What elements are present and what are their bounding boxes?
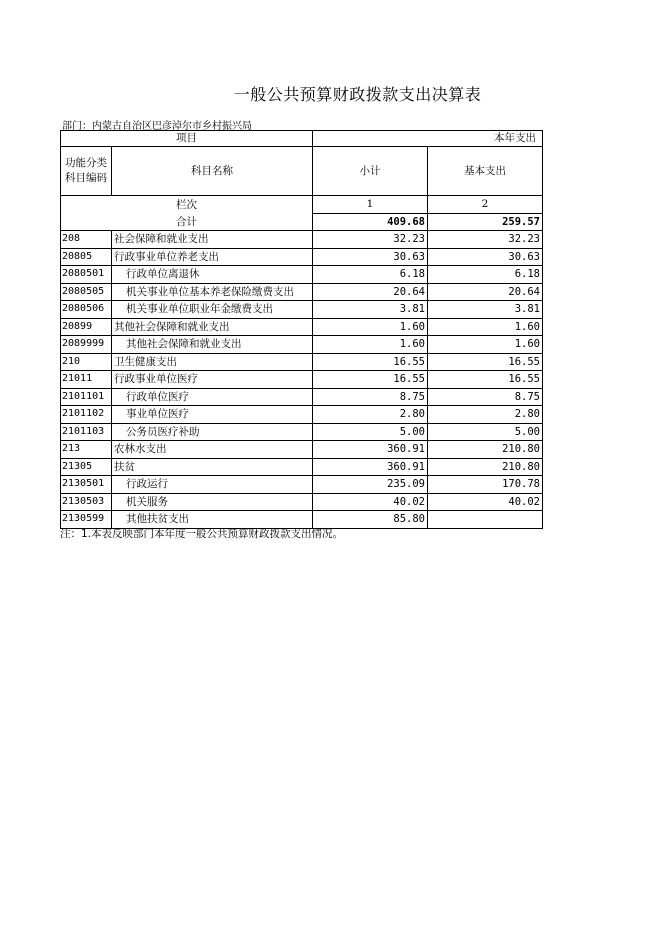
row-code: 2130599 <box>61 511 112 529</box>
row-name: 行政单位离退休 <box>112 266 313 284</box>
row-name: 社会保障和就业支出 <box>112 231 313 249</box>
header-current-year: 本年支出 <box>313 131 543 147</box>
table-row <box>61 458 543 476</box>
row-basic: 30.63 <box>428 248 543 266</box>
table-row <box>61 371 543 389</box>
total-basic: 259.57 <box>428 213 543 231</box>
header-func-code: 功能分类科目编码 <box>61 147 112 196</box>
header-item: 项目 <box>61 131 313 147</box>
row-basic: 16.55 <box>428 371 543 389</box>
column-no-label: 栏次 <box>61 196 313 214</box>
row-name: 扶贫 <box>112 458 313 476</box>
row-code: 20805 <box>61 248 112 266</box>
row-basic: 16.55 <box>428 353 543 371</box>
row-name: 其他社会保障和就业支出 <box>112 336 313 354</box>
row-subtotal: 8.75 <box>313 388 428 406</box>
row-name: 行政事业单位医疗 <box>112 371 313 389</box>
row-basic: 8.75 <box>428 388 543 406</box>
row-code: 210 <box>61 353 112 371</box>
row-basic: 170.78 <box>428 476 543 494</box>
table-row <box>61 441 543 459</box>
row-name: 公务员医疗补助 <box>112 423 313 441</box>
row-name: 行政事业单位养老支出 <box>112 248 313 266</box>
row-subtotal: 360.91 <box>313 458 428 476</box>
table-row <box>61 406 543 424</box>
row-basic: 2.80 <box>428 406 543 424</box>
column-no-2: 2 <box>428 196 543 214</box>
row-name: 机关事业单位基本养老保险缴费支出 <box>112 283 313 301</box>
table-row <box>61 248 543 266</box>
row-subtotal: 1.60 <box>313 336 428 354</box>
table-row <box>61 336 543 354</box>
row-code: 21305 <box>61 458 112 476</box>
row-subtotal: 3.81 <box>313 301 428 319</box>
row-basic <box>428 511 543 529</box>
table-row <box>61 353 543 371</box>
row-subtotal: 20.64 <box>313 283 428 301</box>
total-subtotal: 409.68 <box>313 213 428 231</box>
row-basic: 210.80 <box>428 458 543 476</box>
row-basic: 5.00 <box>428 423 543 441</box>
total-row <box>61 213 543 231</box>
column-no-1: 1 <box>313 196 428 214</box>
row-basic: 6.18 <box>428 266 543 284</box>
row-code: 2101102 <box>61 406 112 424</box>
row-name: 卫生健康支出 <box>112 353 313 371</box>
row-subtotal: 6.18 <box>313 266 428 284</box>
row-subtotal: 85.80 <box>313 511 428 529</box>
row-subtotal: 2.80 <box>313 406 428 424</box>
column-number-row <box>61 196 543 214</box>
row-name: 其他扶贫支出 <box>112 511 313 529</box>
row-code: 2080506 <box>61 301 112 319</box>
row-name: 行政运行 <box>112 476 313 494</box>
header-subject-name: 科目名称 <box>112 147 313 196</box>
department-label: 部门：内蒙古自治区巴彦淖尔市乡村振兴局 <box>62 121 252 132</box>
row-code: 213 <box>61 441 112 459</box>
row-subtotal: 1.60 <box>313 318 428 336</box>
row-basic: 1.60 <box>428 318 543 336</box>
total-label: 合计 <box>61 213 313 231</box>
row-subtotal: 40.02 <box>313 493 428 511</box>
row-code: 2101101 <box>61 388 112 406</box>
row-name: 机关事业单位职业年金缴费支出 <box>112 301 313 319</box>
table-row <box>61 476 543 494</box>
row-subtotal: 16.55 <box>313 353 428 371</box>
row-basic: 40.02 <box>428 493 543 511</box>
row-basic: 20.64 <box>428 283 543 301</box>
table-row <box>61 266 543 284</box>
row-code: 20899 <box>61 318 112 336</box>
table-row <box>61 301 543 319</box>
table-row <box>61 493 543 511</box>
table-row <box>61 388 543 406</box>
expenditure-table <box>60 130 543 529</box>
table-row <box>61 283 543 301</box>
row-code: 2089999 <box>61 336 112 354</box>
row-code: 2101103 <box>61 423 112 441</box>
row-subtotal: 30.63 <box>313 248 428 266</box>
row-code: 2130501 <box>61 476 112 494</box>
row-code: 21011 <box>61 371 112 389</box>
row-subtotal: 16.55 <box>313 371 428 389</box>
row-code: 2130503 <box>61 493 112 511</box>
footnote: 注：1.本表反映部门本年度一般公共预算财政拨款支出情况。 <box>60 528 344 540</box>
row-basic: 3.81 <box>428 301 543 319</box>
row-name: 行政单位医疗 <box>112 388 313 406</box>
table-row <box>61 231 543 249</box>
table-row <box>61 423 543 441</box>
row-subtotal: 5.00 <box>313 423 428 441</box>
header-basic: 基本支出 <box>428 147 543 196</box>
row-name: 事业单位医疗 <box>112 406 313 424</box>
row-code: 2080505 <box>61 283 112 301</box>
row-subtotal: 32.23 <box>313 231 428 249</box>
report-title: 一般公共预算财政拨款支出决算表 <box>233 85 482 104</box>
row-name: 机关服务 <box>112 493 313 511</box>
row-basic: 210.80 <box>428 441 543 459</box>
row-name: 农林水支出 <box>112 441 313 459</box>
header-row-1 <box>61 131 543 147</box>
table-row <box>61 318 543 336</box>
row-code: 2080501 <box>61 266 112 284</box>
row-basic: 1.60 <box>428 336 543 354</box>
row-subtotal: 360.91 <box>313 441 428 459</box>
row-subtotal: 235.09 <box>313 476 428 494</box>
row-name: 其他社会保障和就业支出 <box>112 318 313 336</box>
header-subtotal: 小计 <box>313 147 428 196</box>
row-code: 208 <box>61 231 112 249</box>
row-basic: 32.23 <box>428 231 543 249</box>
header-row-2 <box>61 147 543 196</box>
